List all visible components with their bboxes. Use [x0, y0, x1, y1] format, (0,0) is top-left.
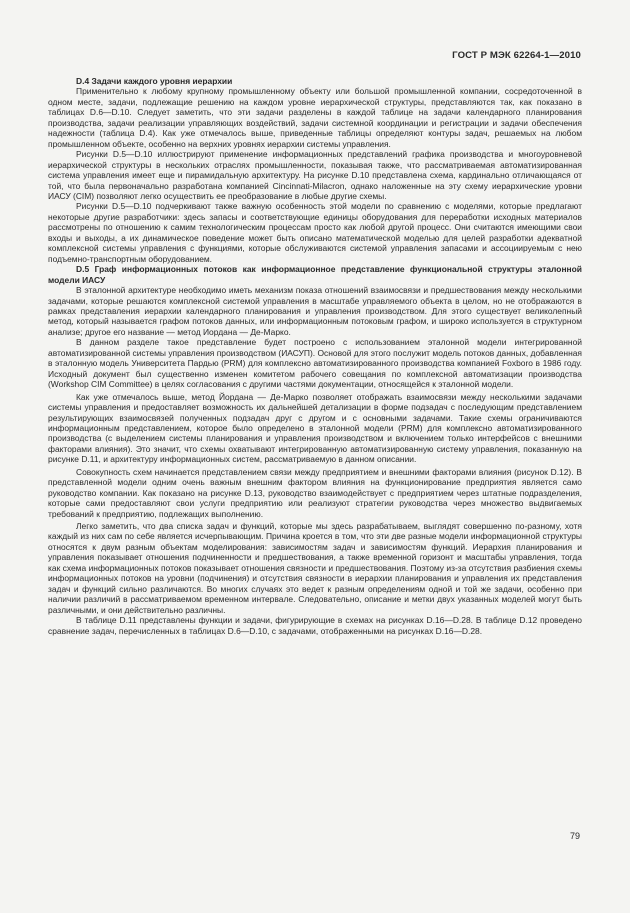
paragraph: Совокупность схем начинается представлением связи между предприятием и внешними факторами влияния (рисунок D.12). В представленной модели одним очень важным внешним фактором влияния на функционирование предприятия является само руководство компании. Как показано на рисунке D.13, руководство взаимодействует с предприятием через штатные подразделения, которые сами предоставляют свои услуги предприятию или реализуют стратегии руководства через множество выдвигаемых требований к предприятию, подлежащих выполнению. [48, 466, 582, 519]
paragraph: Применительно к любому крупному промышленному объекту или большой промышленной компании, сосредоточенной в одном месте, задачи, подлежащие решению на каждом уровне иерархической структуры, представляются так, как показано в таблицах D.6—D.10. Следует заметить, что эти задачи разделены в каждой таблице на задачи календарного планирования производства, задачи реализации управляющих воздействий, задачи системной координации и регистрации и задачи обеспечения надежности (таблица D.4). Как уже отмечалось выше, приведенные таблицы определяют контуры задач, решаемых на любом промышленном объекте, особенно на верхних уровнях иерархии системы управления. [48, 86, 582, 149]
paragraph: Рисунки D.5—D.10 подчеркивают также важную особенность этой модели по сравнению с моделями, которые предлагают некоторые другие разработчики: здесь запасы и соответствующие единицы оборудования для переработки исходных материалов рассмотрены по отношению к самим технологическим процессам просто как любой другой процесс. Они считаются имеющими свои входы и выходы, а их динамическое поведение может быть описано математической моделью для целей разработки адекватной комплексной системы управления с функциями, которые обслуживаются системой управления запасами и ассоциируемым с нею подъемно-транспортным оборудованием. [48, 201, 582, 264]
paragraph: В данном разделе такое представление будет построено с использованием эталонной модели интегрированной автоматизированной системы управления производством (ИАСУП). Основой для этого послужит модель потоков данных, добавленная в эталонную модель Университета Пардью (PRM) для комплексно автоматизированного производства компанией Foxboro в 1986 году. Исходный документ был существенно изменен комитетом рабочего совещания по комплексной автоматизации производства (Workshop CIM Committee) в целях согласования с другими частями документации, относящейся к эталонной модели. [48, 337, 582, 390]
paragraph: Легко заметить, что два списка задач и функций, которые мы здесь разрабатываем, выглядят совершенно по-разному, хотя каждый из них сам по себе является исчерпывающим. Причина кроется в том, что эти две разные модели информационной структуры относятся к двум разным объектам моделирования: зависимостям задач и зависимостям функций. Иерархия планирования и управления показывает отношения подчиненности и предшествования, а также временной горизонт и масштабы управления, тогда как схема информационных потоков показывает отношения связности и предшествования. Поэтому из-за отсутствия разбиения схемы информационных потоков на уровни (подчинения) и отсутствия связности в иерархии планирования и управления их представления задач и функций сильно различаются. Во многих случаях это ведет к разным определениям одной и той же задачи, особенно при наличии различий в рассматриваемом временном интервале. Следовательно, описание и метки двух указанных моделей могут быть различными, и они действительно различны. [48, 521, 582, 615]
section-heading-d5: D.5 Граф информационных потоков как информационное представление функциональной структуры эталонной модели ИАСУ [48, 264, 582, 285]
paragraph: Рисунки D.5—D.10 иллюстрируют применение информационных представлений графика производства и многоуровневой иерархической структуры в нескольких отраслях промышленности, показывая также, что рассматриваемая автоматизированная система управления имеет еще и пирамидальную архитектуру. На рисунке D.10 представлена схема, кардинально отличающаяся от той, что была первоначально разработана компанией Cincinnati-Milacron, однако наложенные на эту схему иерархические уровни ИАСУ (CIM) позволяют легко осуществить ее преобразование в любые другие схемы. [48, 149, 582, 201]
paragraph: В эталонной архитектуре необходимо иметь механизм показа отношений взаимосвязи и предшествования между несколькими задачами, которые решаются комплексной системой управления в масштабе управляемого объекта в целом, но не отображаются в рамках представления иерархии календарного планирования и управления производством. Для этого существует великолепный метод, который называется графом потоков данных, или информационным потоковым графом, и широко используется в структурном анализе; другое его название — метод Иордана — Де-Марко. [48, 285, 582, 337]
paragraph: Как уже отмечалось выше, метод Йордана — Де-Марко позволяет отображать взаимосвязи между несколькими задачами системы управления и предоставляет возможность их дальнейшей детализации в форме подзадач с последующим представлением результирующих взаимосвязей полученных подзадач друг с другом и с основными задачами. Такие схемы ограничиваются информационным представлением, которое было определено в эталонной модели (PRM) для комплексно автоматизированного производства (с выделением системы планирования и управления производством и включением только интерфейсов с внешними факторами влияния). Это значит, что схемы охватывают интегрированную автоматизированную систему управления, показанную на рисунке D.11, и архитектуру информационных систем, рассматриваемую в данном описании. [48, 391, 582, 465]
page-number: 79 [569, 831, 580, 841]
section-heading-d4: D.4 Задачи каждого уровня иерархии [76, 76, 233, 86]
page-body [48, 76, 582, 636]
paragraph: В таблице D.11 представлены функции и задачи, фигурирующие в схемах на рисунках D.16—D.28. В таблице D.12 проведено сравнение задач, перечисленных в таблицах D.6—D.10, с задачами, отображенными на рисунках D.16—D.28. [48, 615, 582, 636]
standard-header: ГОСТ Р МЭК 62264-1—2010 [452, 50, 581, 61]
